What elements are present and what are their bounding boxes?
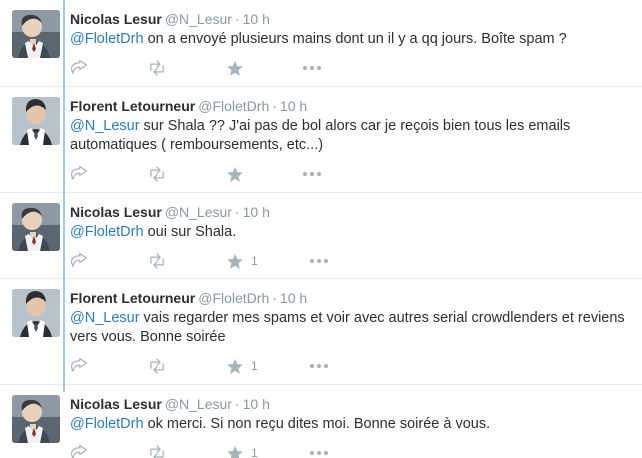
reply-icon — [70, 166, 88, 182]
tweet-header — [70, 396, 630, 413]
header-separator: · — [234, 11, 240, 27]
tweet-item[interactable] — [0, 193, 642, 278]
tweet-text — [70, 223, 630, 242]
tweet-item[interactable] — [0, 385, 642, 458]
more-dot — [310, 259, 314, 263]
reply-icon — [70, 445, 88, 458]
reply-icon — [70, 60, 88, 76]
reply-button[interactable] — [70, 445, 95, 458]
avatar-image — [12, 97, 60, 145]
like-star-icon — [226, 253, 244, 270]
author-name[interactable]: Florent Letourneur — [70, 290, 196, 306]
more-dot — [310, 66, 314, 70]
mention-link[interactable]: @FloletDrh — [70, 416, 144, 432]
timestamp[interactable]: 10 h — [242, 11, 270, 27]
more-dot — [324, 259, 328, 263]
header-separator: · — [234, 396, 240, 412]
tweet-actions — [70, 162, 630, 186]
more-dot — [317, 66, 321, 70]
tweet-body — [70, 395, 630, 458]
more-button[interactable] — [303, 172, 321, 176]
tweet-text-body: vais regarder mes spams et voir avec autres serial crowdlenders et reviens vers vous. Bonne soirée — [70, 310, 625, 345]
author-handle[interactable]: @FloletDrh — [198, 290, 270, 306]
author-handle[interactable]: @FloletDrh — [198, 98, 270, 114]
reply-icon — [70, 253, 88, 269]
avatar-image — [12, 395, 60, 443]
more-dot — [317, 364, 321, 368]
retweet-icon — [147, 60, 167, 76]
mention-link[interactable]: @N_Lesur — [70, 118, 140, 134]
reply-icon — [70, 358, 88, 374]
author-name[interactable]: Florent Letourneur — [70, 98, 196, 114]
avatar[interactable] — [12, 289, 60, 337]
like-star-icon — [226, 60, 244, 77]
like-count: 1 — [251, 359, 258, 373]
more-dot — [317, 259, 321, 263]
author-handle[interactable]: @N_Lesur — [164, 11, 232, 27]
tweet-body — [70, 10, 630, 82]
like-count: 1 — [251, 446, 258, 458]
tweet-text — [70, 117, 630, 155]
reply-button[interactable] — [70, 60, 95, 76]
like-button[interactable] — [226, 60, 251, 77]
like-button[interactable] — [226, 445, 258, 458]
tweet-actions — [70, 441, 630, 458]
tweet-item[interactable] — [0, 0, 642, 86]
avatar[interactable] — [12, 395, 60, 443]
more-dot — [310, 451, 314, 455]
tweet-text — [70, 415, 630, 434]
header-separator: · — [272, 98, 277, 114]
avatar-image — [12, 10, 60, 58]
timestamp[interactable]: 10 h — [279, 290, 308, 306]
avatar-image — [12, 289, 60, 337]
retweet-button[interactable] — [147, 358, 174, 374]
avatar[interactable] — [12, 97, 60, 145]
tweet-item[interactable] — [0, 279, 642, 384]
avatar[interactable] — [12, 10, 60, 58]
more-dot — [324, 451, 328, 455]
more-dot — [303, 172, 307, 176]
retweet-button[interactable] — [147, 253, 174, 269]
reply-button[interactable] — [70, 166, 95, 182]
tweet-text-body: on a envoyé plusieurs mains dont un il y a qq jours. Boîte spam ? — [143, 31, 567, 47]
avatar[interactable] — [12, 203, 60, 251]
mention-link[interactable]: @FloletDrh — [70, 31, 144, 47]
more-dot — [310, 364, 314, 368]
tweet-actions — [70, 56, 630, 80]
like-star-icon — [226, 445, 244, 458]
author-name[interactable]: Nicolas Lesur — [70, 11, 162, 27]
retweet-button[interactable] — [147, 60, 174, 76]
author-name[interactable]: Nicolas Lesur — [70, 396, 162, 412]
tweet-header — [70, 98, 630, 115]
retweet-icon — [147, 166, 167, 182]
tweet-text-body: ok merci. Si non reçu dites moi. Bonne soirée à vous. — [143, 416, 491, 432]
more-dot — [317, 172, 321, 176]
like-star-icon — [226, 358, 244, 375]
retweet-icon — [147, 445, 167, 458]
more-dot — [317, 451, 321, 455]
tweet-text-body: oui sur Shala. — [143, 224, 237, 240]
retweet-button[interactable] — [147, 445, 174, 458]
retweet-icon — [147, 358, 167, 374]
tweet-text — [70, 309, 630, 347]
tweet-body — [70, 289, 630, 380]
tweet-text-body: sur Shala ?? J'ai pas de bol alors car je reçois bien tous les emails automatiques ( remboursements, etc...) — [70, 118, 571, 153]
retweet-icon — [147, 253, 167, 269]
mention-link[interactable]: @N_Lesur — [70, 310, 140, 326]
tweet-header — [70, 11, 630, 28]
like-button[interactable] — [226, 253, 258, 270]
timestamp[interactable]: 10 h — [279, 98, 308, 114]
like-button[interactable] — [226, 358, 258, 375]
timestamp[interactable]: 10 h — [242, 204, 270, 220]
tweet-text — [70, 30, 630, 49]
header-separator: · — [234, 204, 240, 220]
tweet-actions — [70, 249, 630, 273]
reply-button[interactable] — [70, 253, 95, 269]
tweet-actions — [70, 354, 630, 378]
more-button[interactable] — [310, 364, 328, 368]
more-dot — [310, 172, 314, 176]
tweet-body — [70, 203, 630, 274]
retweet-button[interactable] — [147, 166, 174, 182]
tweet-item[interactable] — [0, 87, 642, 192]
author-handle[interactable]: @N_Lesur — [164, 396, 232, 412]
more-button[interactable] — [303, 66, 321, 70]
author-name[interactable]: Nicolas Lesur — [70, 204, 162, 220]
like-star-icon — [226, 166, 244, 183]
tweet-header — [70, 204, 630, 221]
more-button[interactable] — [310, 259, 328, 263]
mention-link[interactable]: @FloletDrh — [70, 224, 144, 240]
more-dot — [324, 364, 328, 368]
header-separator: · — [272, 290, 277, 306]
more-dot — [303, 66, 307, 70]
author-handle[interactable]: @N_Lesur — [164, 204, 232, 220]
more-button[interactable] — [310, 451, 328, 455]
reply-button[interactable] — [70, 358, 95, 374]
tweet-header — [70, 290, 630, 307]
avatar-image — [12, 203, 60, 251]
timestamp[interactable]: 10 h — [242, 396, 270, 412]
tweet-body — [70, 97, 630, 188]
like-count: 1 — [251, 254, 258, 268]
like-button[interactable] — [226, 166, 251, 183]
